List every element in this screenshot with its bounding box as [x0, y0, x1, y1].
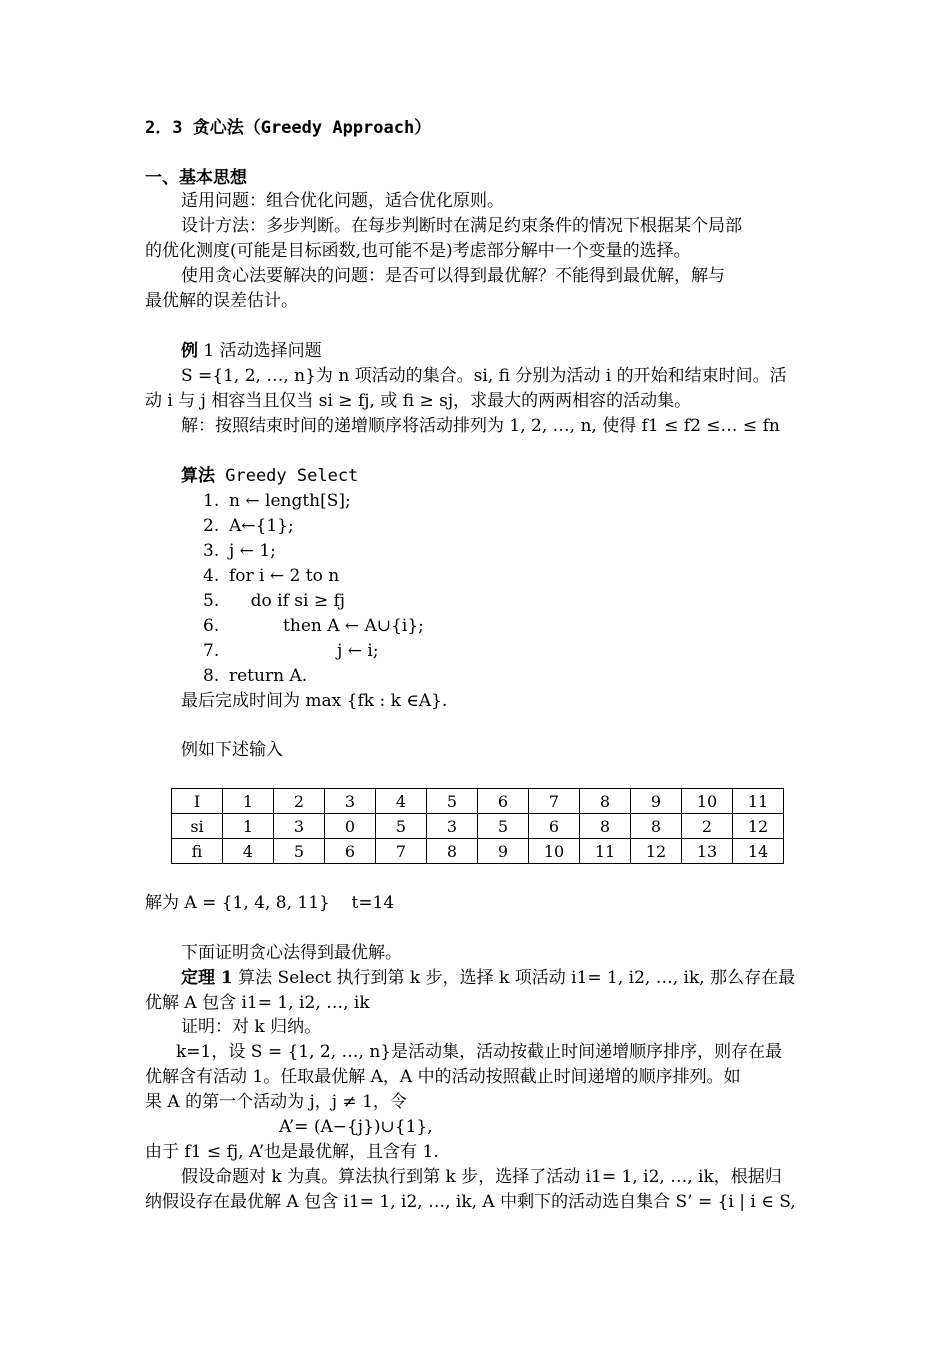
table-cell: 8: [427, 839, 478, 864]
induction-line-1: 假设命题对 k 为真。算法执行到第 k 步，选择了活动 i1= 1, i2, …, ik，根据归: [181, 1167, 782, 1187]
example-title: [181, 340, 322, 362]
code-line: 7. j ← i;: [203, 641, 379, 661]
example-line-2: 动 i 与 j 相容当且仅当 si ≥ fj, 或 fi ≥ sj，求最大的两两相容的活动集。: [145, 391, 692, 411]
table-cell: 3: [274, 814, 325, 839]
table-cell: 3: [427, 814, 478, 839]
table-cell: 2: [682, 814, 733, 839]
proof-intro: 下面证明贪心法得到最优解。: [181, 943, 402, 963]
code-line: 4. for i ← 2 to n: [203, 566, 340, 586]
table-cell: 1: [223, 789, 274, 814]
algorithm-name: Greedy Select: [215, 466, 359, 486]
formula: A’= (A−{j})∪{1},: [279, 1117, 433, 1137]
base-case-line-2: 优解含有活动 1。任取最优解 A，A 中的活动按照截止时间递增的顺序排列。如: [145, 1067, 741, 1087]
table-row: [172, 814, 784, 839]
code-line: 5. do if si ≥ fj: [203, 591, 346, 611]
table-cell: 9: [478, 839, 529, 864]
table-row: [172, 839, 784, 864]
base-case-line-4: 由于 f1 ≤ fj, A’也是最优解，且含有 1.: [145, 1142, 439, 1162]
example-intro: 例如下述输入: [181, 740, 283, 760]
induction-line-2: 纳假设存在最优解 A 包含 i1= 1, i2, …, ik, A 中剩下的活动选自集合 S’ = {i | i ∈ S,: [145, 1192, 796, 1212]
code-line: 8. return A.: [203, 666, 308, 686]
theorem-line-1: [181, 967, 795, 989]
algorithm-title: [181, 465, 358, 487]
table-cell: I: [172, 789, 223, 814]
base-case-line-1: k=1，设 S = {1, 2, …, n}是活动集，活动按截止时间递增顺序排序，则存在最: [176, 1042, 783, 1062]
proof-start: 证明：对 k 归纳。: [181, 1017, 322, 1037]
table-cell: 2: [274, 789, 325, 814]
finish-time-text: 最后完成时间为 max {fk : k ∈A}.: [181, 691, 448, 711]
table-cell: 0: [325, 814, 376, 839]
applicable-text: 适用问题：组合优化问题，适合优化原则。: [181, 191, 504, 211]
subsection-title: 一、基本思想: [145, 168, 247, 188]
example-title-text: 1 活动选择问题: [198, 341, 322, 361]
table-cell: 4: [376, 789, 427, 814]
code-line: 2. A←{1};: [203, 516, 294, 536]
design-text-1: 设计方法：多步判断。在每步判断时在满足约束条件的情况下根据某个局部: [181, 216, 742, 236]
example-line-3: 解：按照结束时间的递增顺序将活动排列为 1, 2, …, n, 使得 f1 ≤ f2 ≤… ≤ fn: [181, 416, 780, 436]
table-row: [172, 789, 784, 814]
table-cell: 7: [529, 789, 580, 814]
code-line: 1. n ← length[S];: [203, 491, 351, 511]
table-cell: 14: [733, 839, 784, 864]
table-cell: 8: [631, 814, 682, 839]
table-cell: 8: [580, 789, 631, 814]
table-cell: 4: [223, 839, 274, 864]
example-line-1: S ={1, 2, …, n}为 n 项活动的集合。si, fi 分别为活动 i 的开始和结束时间。活: [181, 366, 787, 386]
issues-text-1: 使用贪心法要解决的问题：是否可以得到最优解？不能得到最优解，解与: [181, 266, 725, 286]
table-cell: 3: [325, 789, 376, 814]
base-case-line-3: 果 A 的第一个活动为 j，j ≠ 1，令: [145, 1092, 407, 1112]
table-cell: 11: [733, 789, 784, 814]
table-cell: 5: [427, 789, 478, 814]
table-cell: 5: [376, 814, 427, 839]
theorem-text: 算法 Select 执行到第 k 步，选择 k 项活动 i1= 1, i2, …, ik, 那么存在最: [232, 968, 796, 988]
algorithm-label: 算法: [181, 466, 215, 486]
table-cell: fi: [172, 839, 223, 864]
activity-table: [171, 788, 784, 864]
table-cell: 5: [478, 814, 529, 839]
example-label: 例: [181, 341, 198, 361]
table-cell: 6: [478, 789, 529, 814]
table-cell: 12: [733, 814, 784, 839]
code-line: 6. then A ← A∪{i};: [203, 616, 424, 636]
table-cell: 12: [631, 839, 682, 864]
code-line: 3. j ← 1;: [203, 541, 276, 561]
table-cell: 6: [529, 814, 580, 839]
table-cell: 11: [580, 839, 631, 864]
table-cell: 10: [682, 789, 733, 814]
table-cell: 7: [376, 839, 427, 864]
theorem-line-2: 优解 A 包含 i1= 1, i2, …, ik: [145, 993, 370, 1013]
issues-text-2: 最优解的误差估计。: [145, 291, 298, 311]
design-text-2: 的优化测度(可能是目标函数,也可能不是)考虑部分解中一个变量的选择。: [145, 241, 691, 261]
table-cell: 1: [223, 814, 274, 839]
table-cell: 13: [682, 839, 733, 864]
section-title: 2．3 贪心法（Greedy Approach）: [145, 118, 432, 138]
table-cell: si: [172, 814, 223, 839]
solution-text: 解为 A = {1, 4, 8, 11} t=14: [145, 893, 395, 913]
table-cell: 5: [274, 839, 325, 864]
table-cell: 8: [580, 814, 631, 839]
table-cell: 10: [529, 839, 580, 864]
theorem-label: 定理 1: [181, 968, 233, 988]
table-cell: 9: [631, 789, 682, 814]
table-cell: 6: [325, 839, 376, 864]
